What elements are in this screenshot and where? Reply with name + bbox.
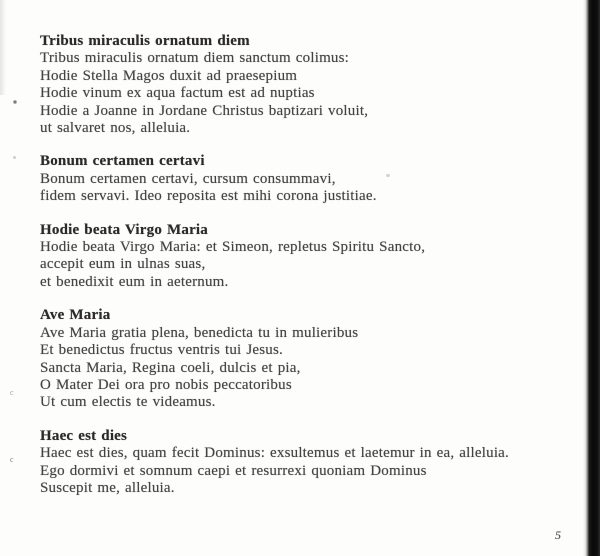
text-line: Tribus miraculis ornatum diem sanctum colimus: (40, 50, 350, 67)
scan-speck: c (10, 455, 14, 464)
section-tribus-miraculis (40, 33, 556, 137)
scan-speck (386, 174, 390, 177)
section-title: Haec est dies (40, 427, 128, 444)
text-line: Hodie beata Virgo Maria: et Simeon, repletus Spiritu Sancto, (40, 239, 426, 256)
scan-speck (13, 100, 17, 104)
text-line: ut salvaret nos, alleluia. (40, 120, 191, 137)
section-haec-est-dies (40, 428, 556, 498)
section-hodie-beata (40, 222, 556, 292)
scan-smudge (0, 0, 6, 95)
section-title: Ave Maria (40, 307, 111, 324)
section-title: Tribus miraculis ornatum diem (40, 33, 250, 49)
text-line: accepit eum in ulnas suas, (40, 256, 206, 273)
text-line: Ut cum electis te videamus. (40, 394, 216, 411)
section-title: Hodie beata Virgo Maria (40, 221, 208, 238)
text-line: Hodie Stella Magos duxit ad praesepium (40, 67, 298, 84)
section-title: Bonum certamen certavi (40, 153, 205, 170)
page-number: 5 (555, 528, 561, 542)
text-line: Haec est dies, quam fecit Dominus: exsultemus et laetemur in ea, alleluia. (40, 445, 509, 462)
scan-edge-shadow (583, 0, 600, 556)
text-line: Suscepit me, alleluia. (40, 479, 175, 496)
text-line: Et benedictus fructus ventris tui Jesus. (40, 342, 283, 359)
scan-speck: c (10, 388, 14, 397)
text-line: Ave Maria gratia plena, benedicta tu in mulieribus (40, 324, 359, 341)
text-line: Bonum certamen certavi, cursum consummavi, (40, 170, 336, 187)
scan-speck (13, 156, 16, 159)
text-line: Ego dormivi et somnum caepi et resurrexi quoniam Dominus (40, 462, 427, 479)
text-line: et benedixit eum in aeternum. (40, 273, 229, 290)
section-ave-maria (40, 307, 556, 411)
text-line: fidem servavi. Ideo reposita est mihi corona justitiae. (40, 188, 377, 205)
text-line: O Mater Dei ora pro nobis peccatoribus (40, 376, 292, 393)
text-line: Hodie vinum ex aqua factum est ad nuptias (40, 85, 315, 102)
text-line: Sancta Maria, Regina coeli, dulcis et pia, (40, 359, 301, 376)
lyrics-content (40, 33, 556, 513)
section-bonum-certamen (40, 153, 556, 205)
text-line: Hodie a Joanne in Jordane Christus baptizari voluit, (40, 102, 369, 119)
